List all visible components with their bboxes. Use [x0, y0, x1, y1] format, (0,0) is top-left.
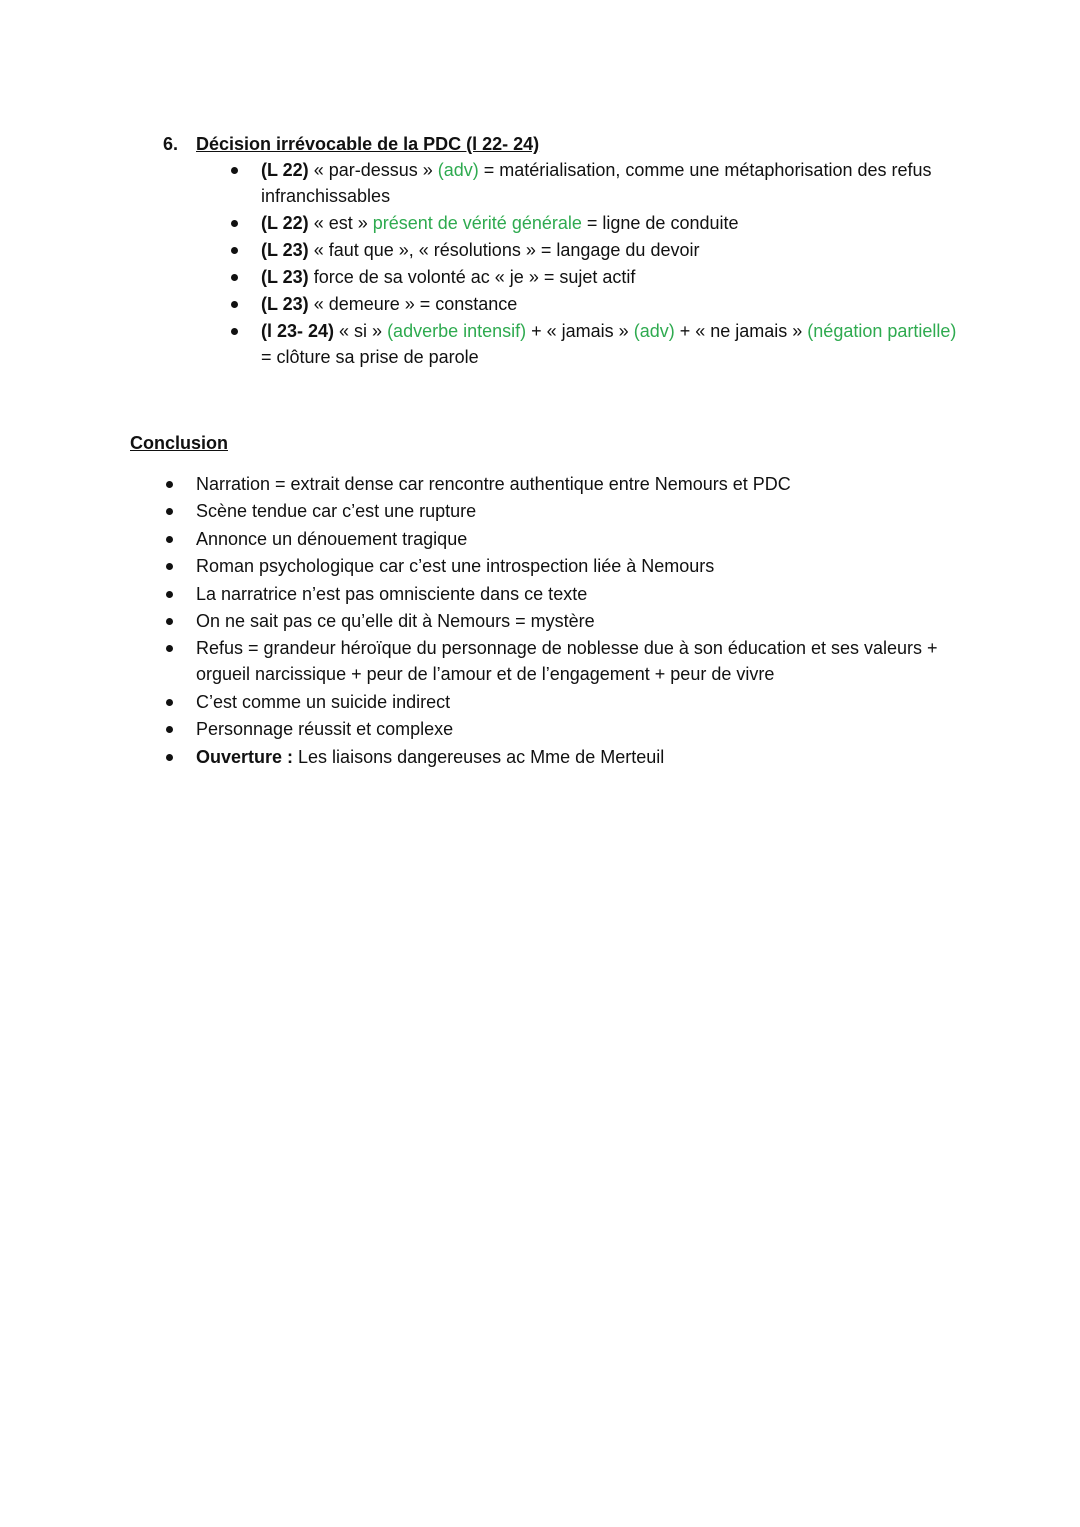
list-item — [261, 210, 961, 236]
section-title: Décision irrévocable de la PDC (l 22- 24) — [196, 134, 540, 154]
section-6-heading — [163, 131, 539, 157]
list-item: Roman psychologique car c’est une introspection liée à Nemours — [196, 553, 956, 579]
item-text: « demeure » = constance — [308, 294, 518, 314]
conclusion-heading: Conclusion — [130, 433, 228, 453]
item-text: « par-dessus » — [308, 160, 438, 180]
item-text: = clôture sa prise de parole — [261, 347, 479, 367]
item-text: + « jamais » — [526, 321, 634, 341]
section-number: 6. — [163, 134, 179, 154]
line-ref: (l 23- 24) — [261, 321, 335, 341]
opening-text: Les liaisons dangereuses ac Mme de Merteuil — [293, 746, 665, 767]
grammar-note: (adv) — [633, 321, 675, 341]
line-ref: (L 23) — [261, 294, 309, 314]
opening-label: Ouverture : — [196, 746, 294, 767]
list-item: Refus = grandeur héroïque du personnage de noblesse due à son éducation et ses valeurs + orgueil narcissique + peur de l’amour et de l’engagement + peur de vivre — [196, 635, 956, 687]
item-text: « faut que », « résolutions » = langage du devoir — [308, 240, 700, 260]
list-item — [261, 157, 961, 209]
grammar-note: (adv) — [437, 160, 479, 180]
item-text: « si » — [334, 321, 388, 341]
list-item-opening — [196, 744, 956, 770]
list-item — [261, 237, 961, 263]
list-item: Annonce un dénouement tragique — [196, 526, 956, 552]
list-item: On ne sait pas ce qu’elle dit à Nemours = mystère — [196, 608, 956, 634]
grammar-note: (adverbe intensif) — [387, 321, 527, 341]
line-ref: (L 22) — [261, 213, 309, 233]
list-item — [261, 291, 961, 317]
list-item: C’est comme un suicide indirect — [196, 689, 956, 715]
list-item: Personnage réussit et complexe — [196, 716, 956, 742]
list-item: La narratrice n’est pas omnisciente dans ce texte — [196, 581, 956, 607]
list-item: Narration = extrait dense car rencontre authentique entre Nemours et PDC — [196, 471, 956, 497]
section-6-list — [261, 157, 961, 371]
item-text: « est » — [308, 213, 373, 233]
grammar-note: (négation partielle) — [807, 321, 957, 341]
line-ref: (L 22) — [261, 160, 309, 180]
line-ref: (L 23) — [261, 240, 309, 260]
conclusion-list — [196, 471, 956, 771]
grammar-note: présent de vérité générale — [372, 213, 582, 233]
list-item — [261, 264, 961, 290]
item-text: force de sa volonté ac « je » = sujet actif — [308, 267, 636, 287]
list-item: Scène tendue car c’est une rupture — [196, 498, 956, 524]
list-item — [261, 318, 961, 370]
item-text: = ligne de conduite — [581, 213, 739, 233]
item-text: = matérialisation, comme une métaphorisation des refus infranchissables — [261, 160, 932, 206]
line-ref: (L 23) — [261, 267, 309, 287]
item-text: + « ne jamais » — [674, 321, 808, 341]
